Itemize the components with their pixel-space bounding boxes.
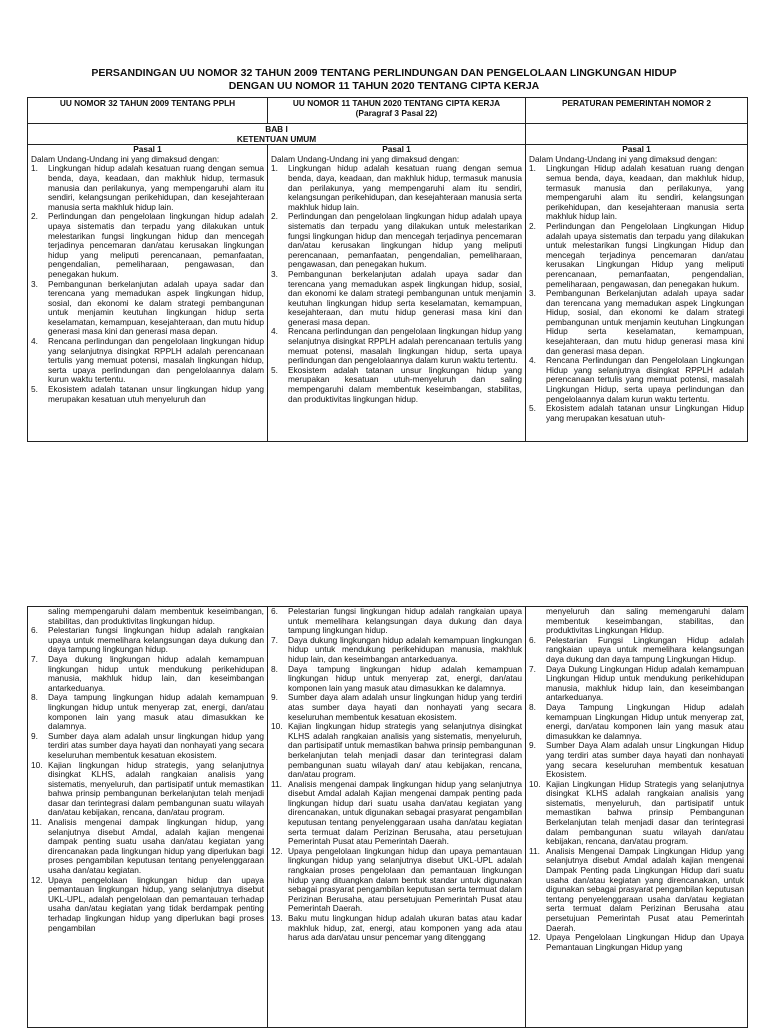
definition-item <box>271 780 522 847</box>
item-number: 6. <box>271 606 278 616</box>
item-number: 2. <box>529 220 536 231</box>
definition-item <box>31 280 264 338</box>
definition-list <box>529 164 744 423</box>
item-text: Rencana Perlindungan dan Pengelolaan Lingkungan Hidup yang selanjutnya disingkat RPPLH adalah perencanaan tertulis yang memuat potensi, masalah Lingkungan Hidup, serta upaya perlindungan dan pengelolaannya dalam kurun waktu tertentu. <box>546 355 744 404</box>
item-number: 7. <box>31 653 38 664</box>
definition-item <box>271 366 522 404</box>
definition-item <box>529 665 744 703</box>
pasal-heading: Pasal 1 <box>622 144 651 155</box>
item-text: Lingkungan hidup adalah kesatuan ruang dengan semua benda, daya, keadaan, dan makhluk hidup, termasuk manusia dan perilakunya, yang mempengaruhi alam itu sendiri, kelangsungan perikehidupan, dan kesejahteraan manusia serta makhluk hidup lain. <box>48 163 264 212</box>
item-text: Analisis Mengenai Dampak Lingkungan Hidup yang selanjutnya disebut Amdal adalah kajian mengenai Dampak Penting pada Lingkungan Hidup dari suatu usaha dan/atau kegiatan yang direncanakan, untuk digunakan sebagai prasyarat pengambilan keputusan tentang penyelenggaraan usaha dan/atau kegiatan serta termuat dalam Perizinan Berusaha atau persetujuan Pemerintah Pusat atau Pemerintah Daerah. <box>546 845 744 933</box>
definition-item <box>529 356 744 404</box>
item-text: Analisis mengenai dampak lingkungan hidup, yang selanjutnya disebut Amdal, adalah kajian mengenai dampak penting suatu usaha dan/atau kegiatan yang direncanakan pada lingkungan hidup yang diperlukan bagi proses pengambilan keputusan tentang penyelenggaraan usaha dan/atau kegiatan. <box>48 817 264 876</box>
item-number: 7. <box>529 663 536 674</box>
continued-text: saling mempengaruhi dalam membentuk keseimbangan, stabilitas, dan produktivitas lingkungan hidup. <box>48 606 264 626</box>
item-number: 3. <box>271 268 278 279</box>
item-number: 9. <box>271 692 278 703</box>
item-number: 4. <box>529 355 536 366</box>
definition-item <box>271 327 522 365</box>
header-pp2: PERATURAN PEMERINTAH NOMOR 2 <box>526 98 748 124</box>
item-number: 12. <box>31 874 43 885</box>
item-number: 1. <box>529 163 536 174</box>
item-text: Perlindungan dan pengelolaan lingkungan hidup adalah upaya sistematis dan terpadu yang dilakukan untuk melestarikan fungsi lingkungan hidup dan mencegah terjadinya pencemaran dan/atau kerusakan lingkungan hidup yang meliputi perencanaan, pemanfaatan, pengendalian, pemeliharaan, pengawasan, dan penegakan hukum. <box>288 211 522 270</box>
item-number: 2. <box>31 211 38 222</box>
item-number: 11. <box>31 817 42 828</box>
pasal-intro: Dalam Undang-Undang ini yang dimaksud dengan: <box>529 153 718 164</box>
item-text: Analisis mengenai dampak lingkungan hidup yang selanjutnya disebut Amdal adalah Kajian mengenai dampak penting pada lingkungan hidup dari suatu usaha dan/atau kegiatan yang direncanakan, untuk digunakan sebagai prasyarat pengambilan keputusan tentang penyelenggaraan usaha dan/atau kegiatan serta termuat dalam Perizinan Berusaha, atau persetujuan Pemerintah Pusat atau Pemerintah Daerah. <box>288 778 522 847</box>
definition-item <box>529 222 744 289</box>
pasal-intro: Dalam Undang-Undang ini yang dimaksud dengan: <box>31 153 220 164</box>
page2-col3 <box>526 607 748 1028</box>
header-uu11-title: UU NOMOR 11 TAHUN 2020 TENTANG CIPTA KERJA <box>292 98 501 108</box>
page1-col2 <box>268 145 526 442</box>
comparison-table-page1 <box>27 97 748 442</box>
item-number: 6. <box>31 625 38 636</box>
bab-empty-cell <box>526 124 748 145</box>
item-text: Ekosistem adalah tatanan unsur lingkungan hidup yang merupakan kesatuan utuh menyeluruh dan <box>48 384 264 404</box>
item-text: Rencana perlindungan dan pengelolaan lingkungan hidup yang selanjutnya disingkat RPPLH adalah perencanaan tertulis yang memuat potensi, masalah lingkungan hidup, serta upaya perlindungan dan pengelolaannya dalam kurun waktu tertentu. <box>48 336 264 385</box>
definition-item <box>31 164 264 212</box>
item-number: 9. <box>31 730 38 741</box>
item-text: Kajian Lingkungan Hidup Strategis yang selanjutnya disingkat KLHS adalah rangkaian analisis yang sistematis, menyeluruh, dan partisipatif untuk memastikan bahwa prinsip Pembangunan Berkelanjutan telah menjadi dasar dan terintegrasi dalam pembangunan suatu wilayah dan/atau kebijakan, rencana, dan/atau program. <box>546 778 744 847</box>
item-number: 5. <box>31 384 38 395</box>
definition-item <box>271 722 522 780</box>
item-number: 3. <box>31 278 38 289</box>
definition-item <box>271 914 522 943</box>
definition-item <box>529 404 744 423</box>
item-text: Perlindungan dan pengelolaan lingkungan hidup adalah upaya sistematis dan terpadu yang dilakukan untuk melestarikan fungsi lingkungan hidup dan mencegah terjadinya pencemaran dan/atau kerusakan lingkungan hidup yang meliputi perencanaan, pemanfaatan, pengendalian, pemeliharaan, pengawasan, dan penegakan hukum. <box>48 211 264 279</box>
definition-item <box>271 665 522 694</box>
item-number: 3. <box>529 288 536 299</box>
item-number: 4. <box>31 336 38 347</box>
definition-item <box>31 212 264 279</box>
item-number: 7. <box>271 634 278 645</box>
definition-item <box>529 847 744 933</box>
definition-item <box>271 636 522 665</box>
item-number: 10. <box>31 759 43 770</box>
item-number: 1. <box>271 163 278 174</box>
definition-item <box>529 289 744 356</box>
definition-list <box>31 626 264 933</box>
document-title-line2: DENGAN UU NOMOR 11 TAHUN 2020 TENTANG CIPTA KERJA <box>228 80 540 92</box>
item-text: Perlindungan dan Pengelolaan Lingkungan Hidup adalah upaya sistematis dan terpadu yang dilakukan untuk melestarikan fungsi Lingkungan Hidup dan mencegah terjadinya pencemaran dan/atau kerusakan Lingkungan Hidup yang meliputi perencanaan, pemanfaatan, pengendalian, pemeliharaan, pengawasan, dan penegakan hukum. <box>546 220 744 289</box>
item-text: Rencana perlindungan dan pengelolaan lingkungan hidup yang selanjutnya disingkat RPPLH adalah perencanaan tertulis yang memuat potensi, masalah lingkungan hidup, serta upaya perlindungan dan pengelolaannya dalam kurun waktu tertentu. <box>288 326 522 366</box>
item-number: 2. <box>271 211 278 222</box>
item-number: 6. <box>529 634 536 645</box>
item-text: Daya tampung lingkungan hidup adalah kemampuan lingkungan hidup untuk menyerap zat, energi, dan/atau komponen lain yang masuk atau dimasukkan ke dalamnya. <box>288 663 522 693</box>
comparison-table-page2 <box>27 606 748 1028</box>
pasal-heading: Pasal 1 <box>133 144 162 155</box>
definition-item <box>271 847 522 914</box>
document-title-line1: PERSANDINGAN UU NOMOR 32 TAHUN 2009 TENTANG PERLINDUNGAN DAN PENGELOLAAN LINGKUNGAN HIDUP <box>91 67 677 79</box>
definition-item <box>271 693 522 722</box>
definition-item <box>31 818 264 876</box>
definition-list <box>271 607 522 943</box>
item-text: Upaya pengelolaan lingkungan hidup dan upaya pemantauan lingkungan hidup, yang selanjutnya disebut UKL-UPL, adalah pengelolaan dan pemantauan terhadap usaha dan/atau kegiatan yang tidak berdampak penting terhadap lingkungan hidup yang diperlukan bagi proses pengambilan <box>48 874 264 933</box>
item-text: Sumber daya alam adalah unsur lingkungan hidup yang terdiri atas sumber daya hayati dan nonhayati yang secara keseluruhan membentuk kesatuan ekosistem. <box>48 730 264 760</box>
item-text: Pelestarian fungsi lingkungan hidup adalah rangkaian upaya untuk memelihara kelangsungan daya dukung dan daya tampung lingkungan hidup. <box>288 606 522 636</box>
header-uu32: UU NOMOR 32 TAHUN 2009 TENTANG PPLH <box>28 98 268 124</box>
definition-item <box>529 636 744 665</box>
header-uu11-subtitle: (Paragraf 3 Pasal 22) <box>355 107 438 118</box>
definition-item <box>529 741 744 779</box>
bab-title: KETENTUAN UMUM <box>236 133 317 144</box>
definition-item <box>31 626 264 655</box>
item-text: Sumber Daya Alam adalah unsur Lingkungan Hidup yang terdiri atas sumber daya hayati dan nonhayati yang secara keseluruhan membentuk kesatuan Ekosistem. <box>546 740 744 780</box>
item-number: 8. <box>271 663 278 674</box>
item-text: Upaya Pengelolaan Lingkungan Hidup dan Upaya Pemantauan Lingkungan Hidup yang <box>546 932 744 952</box>
definition-list <box>271 164 522 404</box>
definition-item <box>271 212 522 270</box>
item-number: 11. <box>529 845 540 856</box>
definition-item <box>529 703 744 741</box>
item-number: 8. <box>31 692 38 703</box>
item-text: Daya dukung lingkungan hidup adalah kemampuan lingkungan hidup untuk mendukung perikehidupan manusia, makhluk hidup lain, dan keseimbangan antarkeduanya. <box>288 634 522 664</box>
definition-item <box>31 385 264 404</box>
page2-col1 <box>28 607 268 1028</box>
pasal-heading: Pasal 1 <box>382 144 411 155</box>
page1-col1 <box>28 145 268 442</box>
item-number: 8. <box>529 701 536 712</box>
item-number: 10. <box>529 778 541 789</box>
definition-item <box>31 761 264 819</box>
definition-item <box>271 164 522 212</box>
definition-item <box>31 655 264 693</box>
item-number: 12. <box>529 932 541 943</box>
definition-item <box>31 337 264 385</box>
definition-item <box>271 607 522 636</box>
item-number: 5. <box>271 364 278 375</box>
item-number: 10. <box>271 721 283 732</box>
item-text: Daya Tampung Lingkungan Hidup adalah kemampuan Lingkungan Hidup untuk menyerap zat, energi, dan/atau komponen lain yang masuk atau dimasukkan ke dalamnya. <box>546 701 744 741</box>
item-number: 13. <box>271 913 283 923</box>
item-text: Kajian lingkungan hidup strategis yang selanjutnya disingkat KLHS adalah rangkaian analisis yang sistematis, menyeluruh, dan partisipatif untuk memastikan bahwa prinsip pembangunan berkelanjutan telah menjadi dasar dan terintegrasi dalam pembangunan suatu wilayah dan/ atau kebijakan, rencana, dan/atau program. <box>288 721 522 780</box>
item-text: Pelestarian fungsi lingkungan hidup adalah rangkaian upaya untuk memelihara kelangsungan daya dukung dan daya tampung lingkungan hidup. <box>48 625 264 655</box>
item-text: Pembangunan berkelanjutan adalah upaya sadar dan terencana yang memadukan aspek lingkungan hidup, sosial, dan ekonomi ke dalam strategi pembangunan untuk menjamin keutuhan lingkungan hidup serta keselamatan, kemampuan, kesejahteraan, dan mutu hidup generasi masa kini dan generasi masa depan. <box>288 268 522 327</box>
definition-list <box>529 636 744 953</box>
item-text: Daya tampung lingkungan hidup adalah kemampuan lingkungan hidup untuk menyerap zat, energi, dan/atau komponen lain yang masuk atau dimasukkan ke dalamnya. <box>48 692 264 732</box>
item-text: Pembangunan berkelanjutan adalah upaya sadar dan terencana yang memadukan aspek lingkungan hidup, sosial, dan ekonomi ke dalam strategi pembangunan untuk menjamin keutuhan lingkungan hidup serta keselamatan, kemampuan, kesejahteraan, dan mutu hidup generasi masa kini dan generasi masa depan. <box>48 278 264 337</box>
item-text: Ekosistem adalah tatanan unsur Lingkungan Hidup yang merupakan kesatuan utuh- <box>546 403 744 423</box>
item-text: Lingkungan Hidup adalah kesatuan ruang dengan semua benda, daya, keadaan, dan makhluk hidup, termasuk manusia dan perilakunya, yang mempengaruhi alam itu sendiri, kelangsungan perikehidupan, dan kesejahteraan manusia serta makhluk hidup lain. <box>546 163 744 222</box>
definition-item <box>529 164 744 222</box>
item-text: Ekosistem adalah tatanan unsur lingkungan hidup yang merupakan kesatuan utuh-menyeluruh dan saling mempengaruhi dalam membentuk keseimbangan, stabilitas, dan produktivitas lingkungan hidup. <box>288 364 522 404</box>
item-number: 11. <box>271 778 282 789</box>
item-text: Pembangunan Berkelanjutan adalah upaya sadar dan terencana yang memadukan aspek Lingkungan Hidup, sosial, dan ekonomi ke dalam strategi pembangunan untuk menjamin keutuhan Lingkungan Hidup serta keselamatan, kemampuan, kesejahteraan, dan mutu hidup generasi masa kini dan generasi masa depan. <box>546 288 744 356</box>
item-text: Pelestarian Fungsi Lingkungan Hidup adalah rangkaian upaya untuk memelihara kelangsungan daya dukung dan daya tampung Lingkungan Hidup. <box>546 634 744 664</box>
item-text: Sumber daya alam adalah unsur lingkungan hidup yang terdiri atas sumber daya hayati dan nonhayati yang secara keseluruhan membentuk kesatuan ekosistem. <box>288 692 522 722</box>
definition-item <box>31 693 264 731</box>
header-uu11 <box>268 98 526 124</box>
pasal-intro: Dalam Undang-Undang ini yang dimaksud dengan: <box>271 153 460 164</box>
definition-item <box>271 270 522 328</box>
item-number: 1. <box>31 163 38 174</box>
item-text: Baku mutu lingkungan hidup adalah ukuran batas atau kadar makhluk hidup, zat, energi, atau komponen yang ada atau harus ada dan/atau unsur pencemar yang ditenggang <box>288 913 522 943</box>
definition-item <box>529 780 744 847</box>
definition-list <box>31 164 264 404</box>
item-text: Lingkungan hidup adalah kesatuan ruang dengan semua benda, daya, keadaan, dan makhluk hidup, termasuk manusia dan perilakunya, yang mempengaruhi alam itu sendiri, kelangsungan perikehidupan, dan kesejahteraan manusia serta makhluk hidup lain. <box>288 163 522 212</box>
item-number: 4. <box>271 326 278 337</box>
item-text: Kajian lingkungan hidup strategis, yang selanjutnya disingkat KLHS, adalah rangkaian analisis yang sistematis, menyeluruh, dan partisipatif untuk memastikan bahwa prinsip pembangunan berkelanjutan telah menjadi dasar dan terintegrasi dalam pembangunan suatu wilayah dan/atau kebijakan, rencana, dan/atau program. <box>48 759 264 818</box>
item-number: 12. <box>271 845 283 856</box>
item-text: Daya Dukung Lingkungan Hidup adalah kemampuan Lingkungan Hidup untuk mendukung perikehidupan manusia, makhluk hidup lain, dan keseimbangan antarkeduanya. <box>546 663 744 703</box>
page2-col2 <box>268 607 526 1028</box>
item-number: 9. <box>529 740 536 751</box>
page1-col3 <box>526 145 748 442</box>
definition-item <box>31 732 264 761</box>
bab-number: BAB I <box>265 124 288 134</box>
definition-item <box>31 876 264 934</box>
bab-heading <box>28 124 526 145</box>
continued-text: menyeluruh dan saling memengaruhi dalam membentuk keseimbangan, stabilitas, dan produktivitas Lingkungan Hidup. <box>546 606 744 636</box>
item-text: Upaya pengelolaan lingkungan hidup dan upaya pemantauan lingkungan hidup yang selanjutnya disebut UKL-UPL adalah rangkaian proses pengelolaan dan pemantauan lingkungan hidup yang dituangkan dalam bentuk standar untuk digunakan sebagai prasyarat pengambilan keputusan serta termuat dalam Perizinan Berusaha, atau persetujuan Pemerintah Pusat atau Pemerintah Daerah. <box>288 845 522 914</box>
item-text: Daya dukung lingkungan hidup adalah kemampuan lingkungan hidup untuk mendukung perikehidupan manusia, makhluk hidup lain, dan keseimbangan antarkeduanya. <box>48 653 264 693</box>
definition-item <box>529 933 744 952</box>
item-number: 5. <box>529 403 536 414</box>
